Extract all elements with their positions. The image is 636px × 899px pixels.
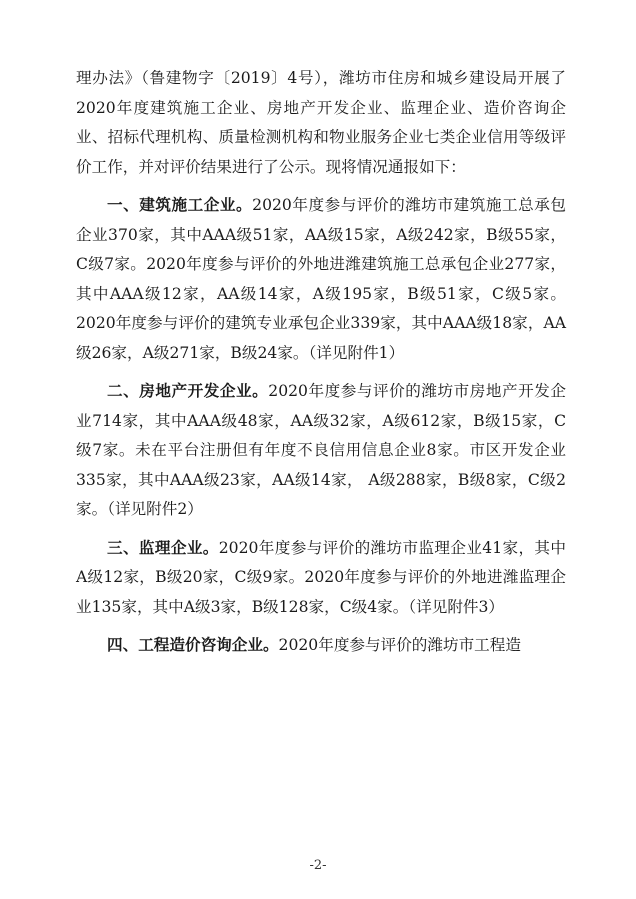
section-text: 2020年度参与评价的潍坊市房地产开发企业714家，其中AAA级48家，AA级32家，A级612家，B级15家，C级7家。未在平台注册但有年度不良信用信息企业8家。市区开发企业335家，其中AAA级23家，AA级14家， A级288家，B级8家，C级2家。（详见附件2） (76, 382, 566, 518)
section-text: 2020年度参与评价的潍坊市建筑施工总承包企业370家，其中AAA级51家，AA级15家，A级242家，B级55家，C级7家。2020年度参与评价的外地进潍建筑施工总承包企业277家，其中AAA级12家，AA级14家，A级195家，B级51家，C级5家。2020年度参与评价的建筑专业承包企业339家，其中AAA级18家，AA级26家，A级271家，B级24家。（详见附件1） (76, 196, 566, 362)
section-supervision (76, 534, 566, 623)
section-cost-consulting (76, 631, 566, 661)
section-text: 2020年度参与评价的潍坊市工程造 (278, 636, 521, 654)
section-heading: 一、建筑施工企业。 (107, 196, 253, 214)
intro-paragraph: 理办法》（鲁建物字〔2019〕4号），潍坊市住房和城乡建设局开展了2020年度建筑施工企业、房地产开发企业、监理企业、造价咨询企业、招标代理机构、质量检测机构和物业服务企业七类企业信用等级评价工作，并对评价结果进行了公示。现将情况通报如下： (76, 69, 566, 176)
section-real-estate (76, 377, 566, 525)
section-construction (76, 191, 566, 368)
page-number: -2- (309, 858, 327, 873)
section-heading: 二、房地产开发企业。 (107, 382, 269, 400)
section-heading: 三、监理企业。 (107, 538, 219, 557)
document-body (76, 64, 566, 670)
section-heading: 四、工程造价咨询企业。 (107, 636, 279, 654)
section-text: 2020年度参与评价的潍坊市监理企业41家，其中A级12家，B级20家，C级9家。2020年度参与评价的外地进潍监理企业135家，其中A级3家，B级128家，C级4家。（详见附件3） (76, 538, 566, 616)
